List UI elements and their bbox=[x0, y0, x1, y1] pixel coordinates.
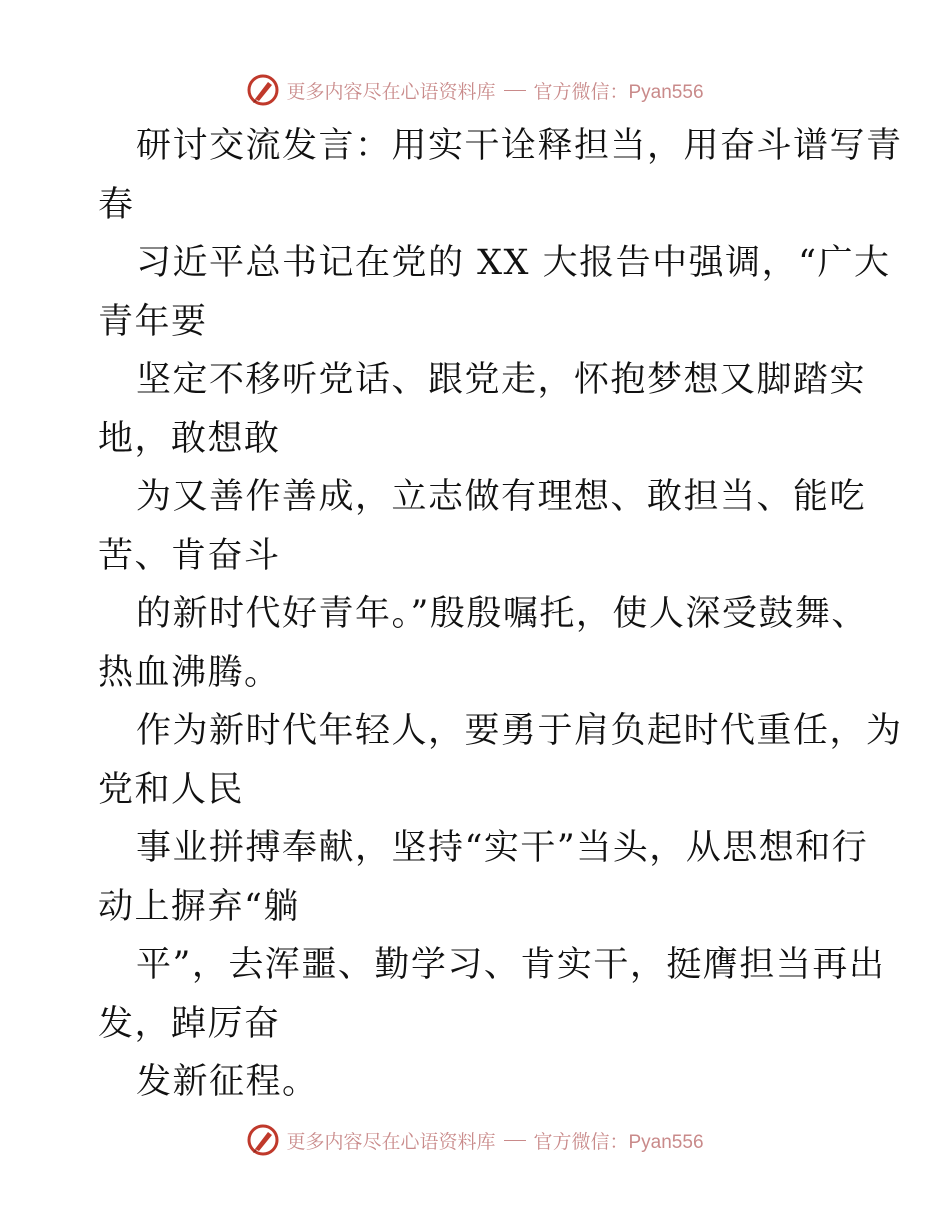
text-line: 苦、肯奋斗 bbox=[98, 535, 281, 576]
pen-logo-icon bbox=[246, 1123, 280, 1157]
text-line: 党和人民 bbox=[98, 769, 245, 810]
text-line: 春 bbox=[98, 184, 135, 225]
text-line: 作为新时代年轻人，要勇于肩负起时代重任，为 bbox=[136, 711, 903, 751]
text-line: 坚定不移听党话、跟党走，怀抱梦想又脚踏实 bbox=[136, 360, 867, 400]
text-line: 热血沸腾。 bbox=[98, 652, 281, 693]
text-line: 发新征程。 bbox=[136, 1062, 319, 1102]
text-line: 研讨交流发言：用实干诠释担当，用奋斗谱写青 bbox=[136, 126, 903, 166]
text-line: 平”，去浑噩、勤学习、肯实干，挺膺担当再出 bbox=[136, 945, 886, 985]
footer-watermark bbox=[0, 1120, 950, 1160]
text-line: 习近平总书记在党的 XX 大报告中强调，“广大 bbox=[136, 243, 891, 283]
text-line: 为又善作善成，立志做有理想、敢担当、能吃 bbox=[136, 477, 867, 517]
text-line: 动上摒弃“躺 bbox=[98, 886, 300, 927]
text-line: 青年要 bbox=[98, 301, 208, 342]
watermark-suffix: 官方微信：Pyan556 bbox=[533, 1131, 704, 1153]
watermark-prefix: 更多内容尽在心语资料库 bbox=[286, 80, 496, 103]
watermark-dash bbox=[504, 1140, 526, 1141]
header-watermark bbox=[0, 70, 950, 110]
watermark-prefix: 更多内容尽在心语资料库 bbox=[286, 1130, 496, 1153]
pen-logo-icon bbox=[246, 73, 280, 107]
text-line: 的新时代好青年。”殷殷嘱托，使人深受鼓舞、 bbox=[136, 594, 868, 634]
text-line: 事业拼搏奉献，坚持“实干”当头，从思想和行 bbox=[136, 828, 869, 868]
text-line: 发，踔厉奋 bbox=[98, 1003, 281, 1044]
document-body bbox=[98, 117, 903, 1112]
watermark-dash bbox=[504, 90, 526, 91]
watermark-suffix: 官方微信：Pyan556 bbox=[533, 81, 704, 103]
text-line: 地，敢想敢 bbox=[98, 418, 281, 459]
